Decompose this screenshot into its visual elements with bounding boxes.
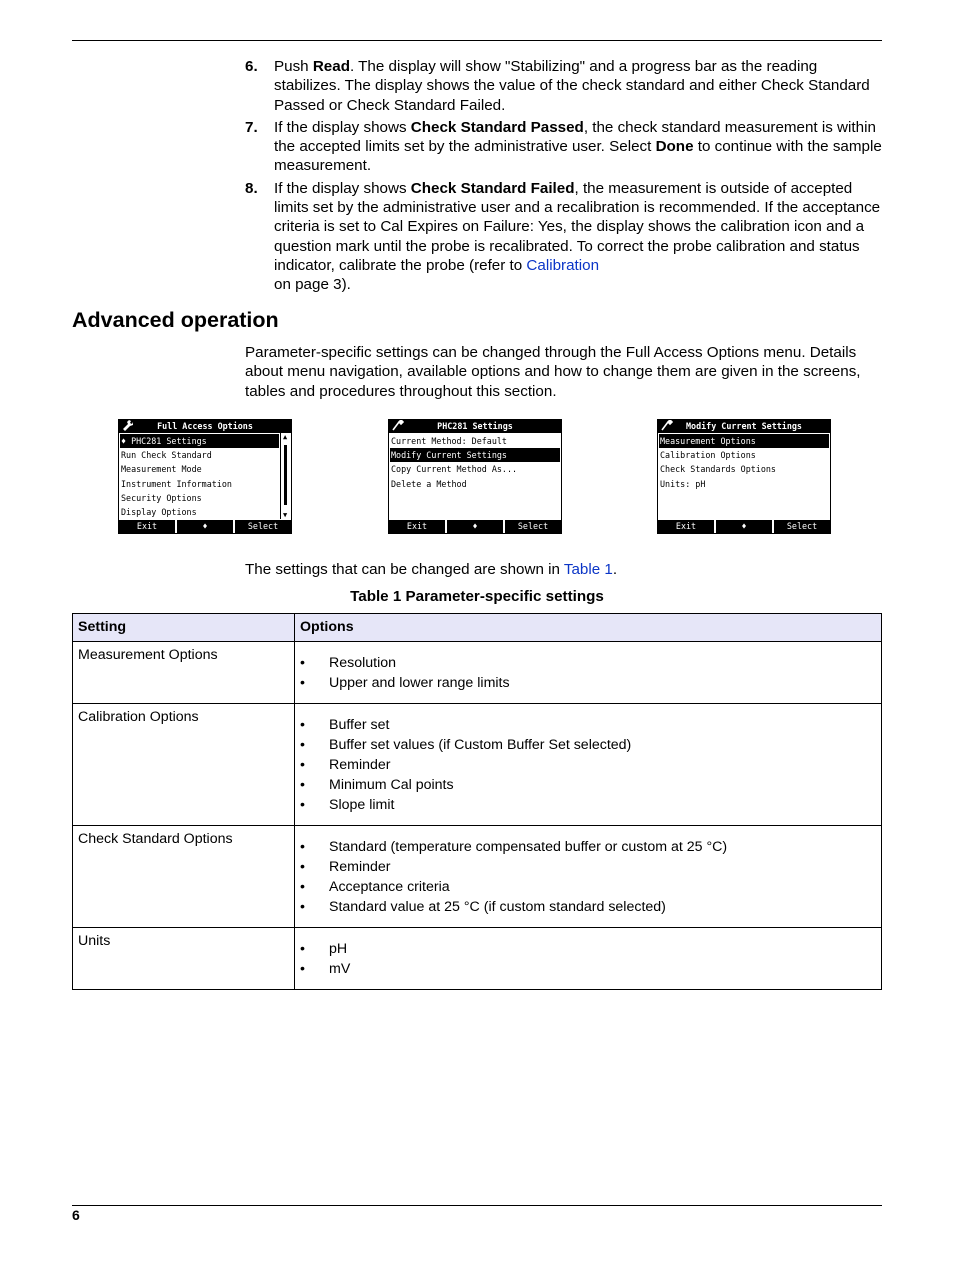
up-down-softkey[interactable]: ♦ [447,520,503,533]
table-1-link[interactable]: Table 1 [563,561,613,578]
table-row [73,704,882,826]
step-text: Push [274,58,313,75]
screen-menu [390,434,560,491]
menu-item[interactable]: Instrument Information [121,478,232,489]
section-intro: Parameter-specific settings can be changed through the Full Access Options menu. Details about menu navigation, available options and how to change them are given in the screens, tables and procedures throughout this section. [245,344,861,400]
step-text: to continue with the sample measurement. [274,138,882,175]
top-rule [72,40,882,41]
settings-table [72,613,882,990]
up-down-softkey[interactable]: ♦ [177,520,233,533]
exit-softkey[interactable]: Exit [658,520,714,533]
step-bold: Done [655,138,694,156]
setting-cell: Check Standard Options [73,826,295,928]
screen-menu [659,434,829,491]
probe-icon [661,420,673,435]
step-bold: Read [312,58,350,75]
table-row [73,642,882,704]
menu-item[interactable]: Delete a Method [391,478,467,489]
step-text: If the display shows [274,179,411,197]
screen-softkeys [389,520,561,533]
screen-menu [120,434,279,519]
column-header: Setting [73,614,295,642]
menu-item[interactable]: Modify Current Settings [390,448,560,462]
step-number: 6. [245,58,258,75]
table-caption: Table 1 Parameter-specific settings [350,588,604,605]
setting-cell: Units [73,928,295,990]
up-down-softkey[interactable]: ♦ [716,520,772,533]
option-item: • Standard (temperature compensated buffer or custom at 25 °C) [300,837,876,857]
screen-title-bar [658,420,830,433]
options-cell [295,826,882,928]
table-ref-text: The settings that can be changed are shown in [245,561,564,578]
column-header: Options [295,614,882,642]
option-item: • Minimum Cal points [300,775,876,795]
table-row [73,826,882,928]
step-7 [245,118,885,176]
screen-softkeys [658,520,830,533]
procedure-steps [245,57,885,298]
menu-item[interactable]: Check Standards Options [660,464,776,475]
probe-icon [392,420,404,435]
exit-softkey[interactable]: Exit [119,520,175,533]
options-cell [295,642,882,704]
bottom-rule [72,1205,882,1206]
setting-cell: Calibration Options [73,704,295,826]
menu-item[interactable]: ♦ PHC281 Settings [120,434,279,448]
screen-full-access-options [118,419,292,534]
screen-modify-current-settings [657,419,831,534]
table-ref-text: . [612,561,618,578]
page-number: 6 [72,1207,80,1223]
step-bold: Check Standard Passed [410,118,584,136]
option-item: • Standard value at 25 °C (if custom standard selected) [300,897,876,917]
screen-title: Modify Current Settings [686,421,802,431]
step-text: , the check standard measurement is within the accepted limits set by the administrative user. Select [274,118,876,156]
step-text: If the display shows [274,118,411,136]
select-softkey[interactable]: Select [505,520,561,533]
option-item: • Buffer set values (if Custom Buffer Set selected) [300,735,876,755]
setting-cell: Measurement Options [73,642,295,704]
screen-title-bar [389,420,561,433]
exit-softkey[interactable]: Exit [389,520,445,533]
step-number: 8. [245,179,258,197]
option-item: • Slope limit [300,795,876,815]
option-item: • Buffer set [300,715,876,735]
options-cell [295,704,882,826]
table-row [73,928,882,990]
option-item: • mV [300,959,876,979]
step-text: on page 3). [274,276,351,294]
menu-item[interactable]: Security Options [121,492,202,503]
option-item: • Resolution [300,653,876,673]
options-cell [295,928,882,990]
scroll-up-icon[interactable]: ▲ [283,433,288,441]
menu-item[interactable]: Copy Current Method As... [391,464,518,475]
menu-item[interactable]: Calibration Options [660,450,756,461]
scroll-down-icon[interactable]: ▼ [283,511,288,519]
menu-item[interactable]: Current Method: Default [391,436,507,446]
menu-item[interactable]: Units: pH [660,478,706,489]
table-reference [245,561,617,578]
wrench-icon [122,420,133,435]
screen-phc281-settings [388,419,562,534]
menu-item[interactable]: Display Options [121,506,197,517]
option-item: • pH [300,939,876,959]
section-heading: Advanced operation [72,308,279,332]
menu-item[interactable]: Measurement Options [659,434,829,448]
option-item: • Upper and lower range limits [300,673,876,693]
calibration-link[interactable]: Calibration [526,256,600,274]
step-text: , the measurement is outside of accepted limits set by the administrative user and a recalibration is recommended. If the acceptance criteria is set to Cal Expires on Failure: Yes, the display shows the calibration icon and a question mark until the probe is recalibrated. To correct the probe calibration and status indicator, calibrate the probe (refer to [274,179,881,274]
step-bold: Check Standard Failed [410,179,575,197]
scrollbar[interactable] [280,433,291,519]
step-text: . The display will show "Stabilizing" and a progress bar as the reading stabilizes. The display shows the value of the check standard and either Check Standard Passed or Check Standard Failed. [274,58,870,114]
screen-title: PHC281 Settings [437,421,513,431]
option-item: • Acceptance criteria [300,877,876,897]
select-softkey[interactable]: Select [235,520,291,533]
option-item: • Reminder [300,857,876,877]
menu-item[interactable]: Measurement Mode [121,464,202,475]
menu-item[interactable]: Run Check Standard [121,450,212,461]
select-softkey[interactable]: Select [774,520,830,533]
table-header-row [73,614,882,642]
screen-title-bar [119,420,291,433]
step-8 [245,179,885,295]
option-item: • Reminder [300,755,876,775]
step-number: 7. [245,118,258,136]
screen-title: Full Access Options [157,421,253,431]
screen-softkeys [119,520,291,533]
step-6 [245,57,885,115]
scroll-thumb[interactable] [284,445,287,505]
